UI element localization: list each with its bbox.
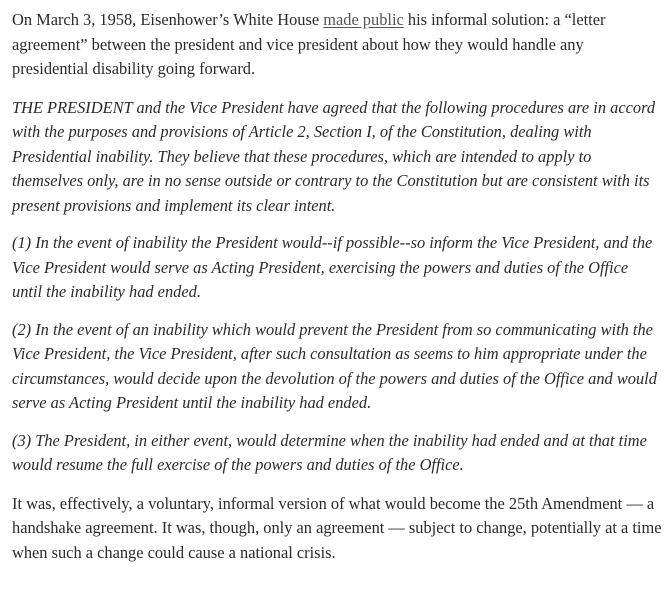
procedure-item-1: (1) In the event of inability the President would--if possible--so inform the Vice President, and the Vice President would serve as Acting President, exercising the powers and duties of the Office until the inability had ended. bbox=[12, 233, 653, 301]
procedure-item-2: (2) In the event of an inability which would prevent the President from so communicating with the Vice President, the Vice President, after such consultation as seems to him appropriate under the circumstances, would decide upon the devolution of the powers and duties of the Office and would serve as Acting President until the inability had ended. bbox=[12, 319, 657, 412]
procedure-item-3: (3) The President, in either event, would determine when the inability had ended and at that time would resume the full exercise of the powers and duties of the Office. bbox=[12, 430, 647, 474]
conclusion-sentence-two-end: time when such a change could cause a national crisis. bbox=[12, 518, 662, 562]
conclusion-paragraph bbox=[12, 492, 662, 566]
intro-text-after-link: his informal solution: a “letter agreement” between the president and vice president about how they would handle any presidential disability going forward. bbox=[12, 10, 606, 78]
intro-paragraph bbox=[12, 0, 662, 82]
made-public-link[interactable]: made public bbox=[323, 10, 404, 29]
intro-text-before-link: On March 3, 1958, Eisenhower’s White House bbox=[12, 10, 324, 29]
letter-agreement-preamble: THE PRESIDENT and the Vice President have agreed that the following procedures are in accord with the purposes and provisions of Article 2, Section I, of the Constitution, dealing with Presidential inability. They believe that these procedures, which are intended to apply to themselves only, are in no sense outside or contrary to the Constitution but are consistent with its present provisions and implement its clear intent. bbox=[12, 97, 656, 215]
conclusion-sentence-two-start: It was, though, only an agreement — subject to change, potentially at a bbox=[157, 518, 629, 537]
conclusion-sentence-one-end: a handshake agreement. bbox=[12, 493, 655, 537]
conclusion-sentence-one-start: It was, effectively, a voluntary, informal version of what would become the 25th Amendment — bbox=[12, 493, 643, 513]
